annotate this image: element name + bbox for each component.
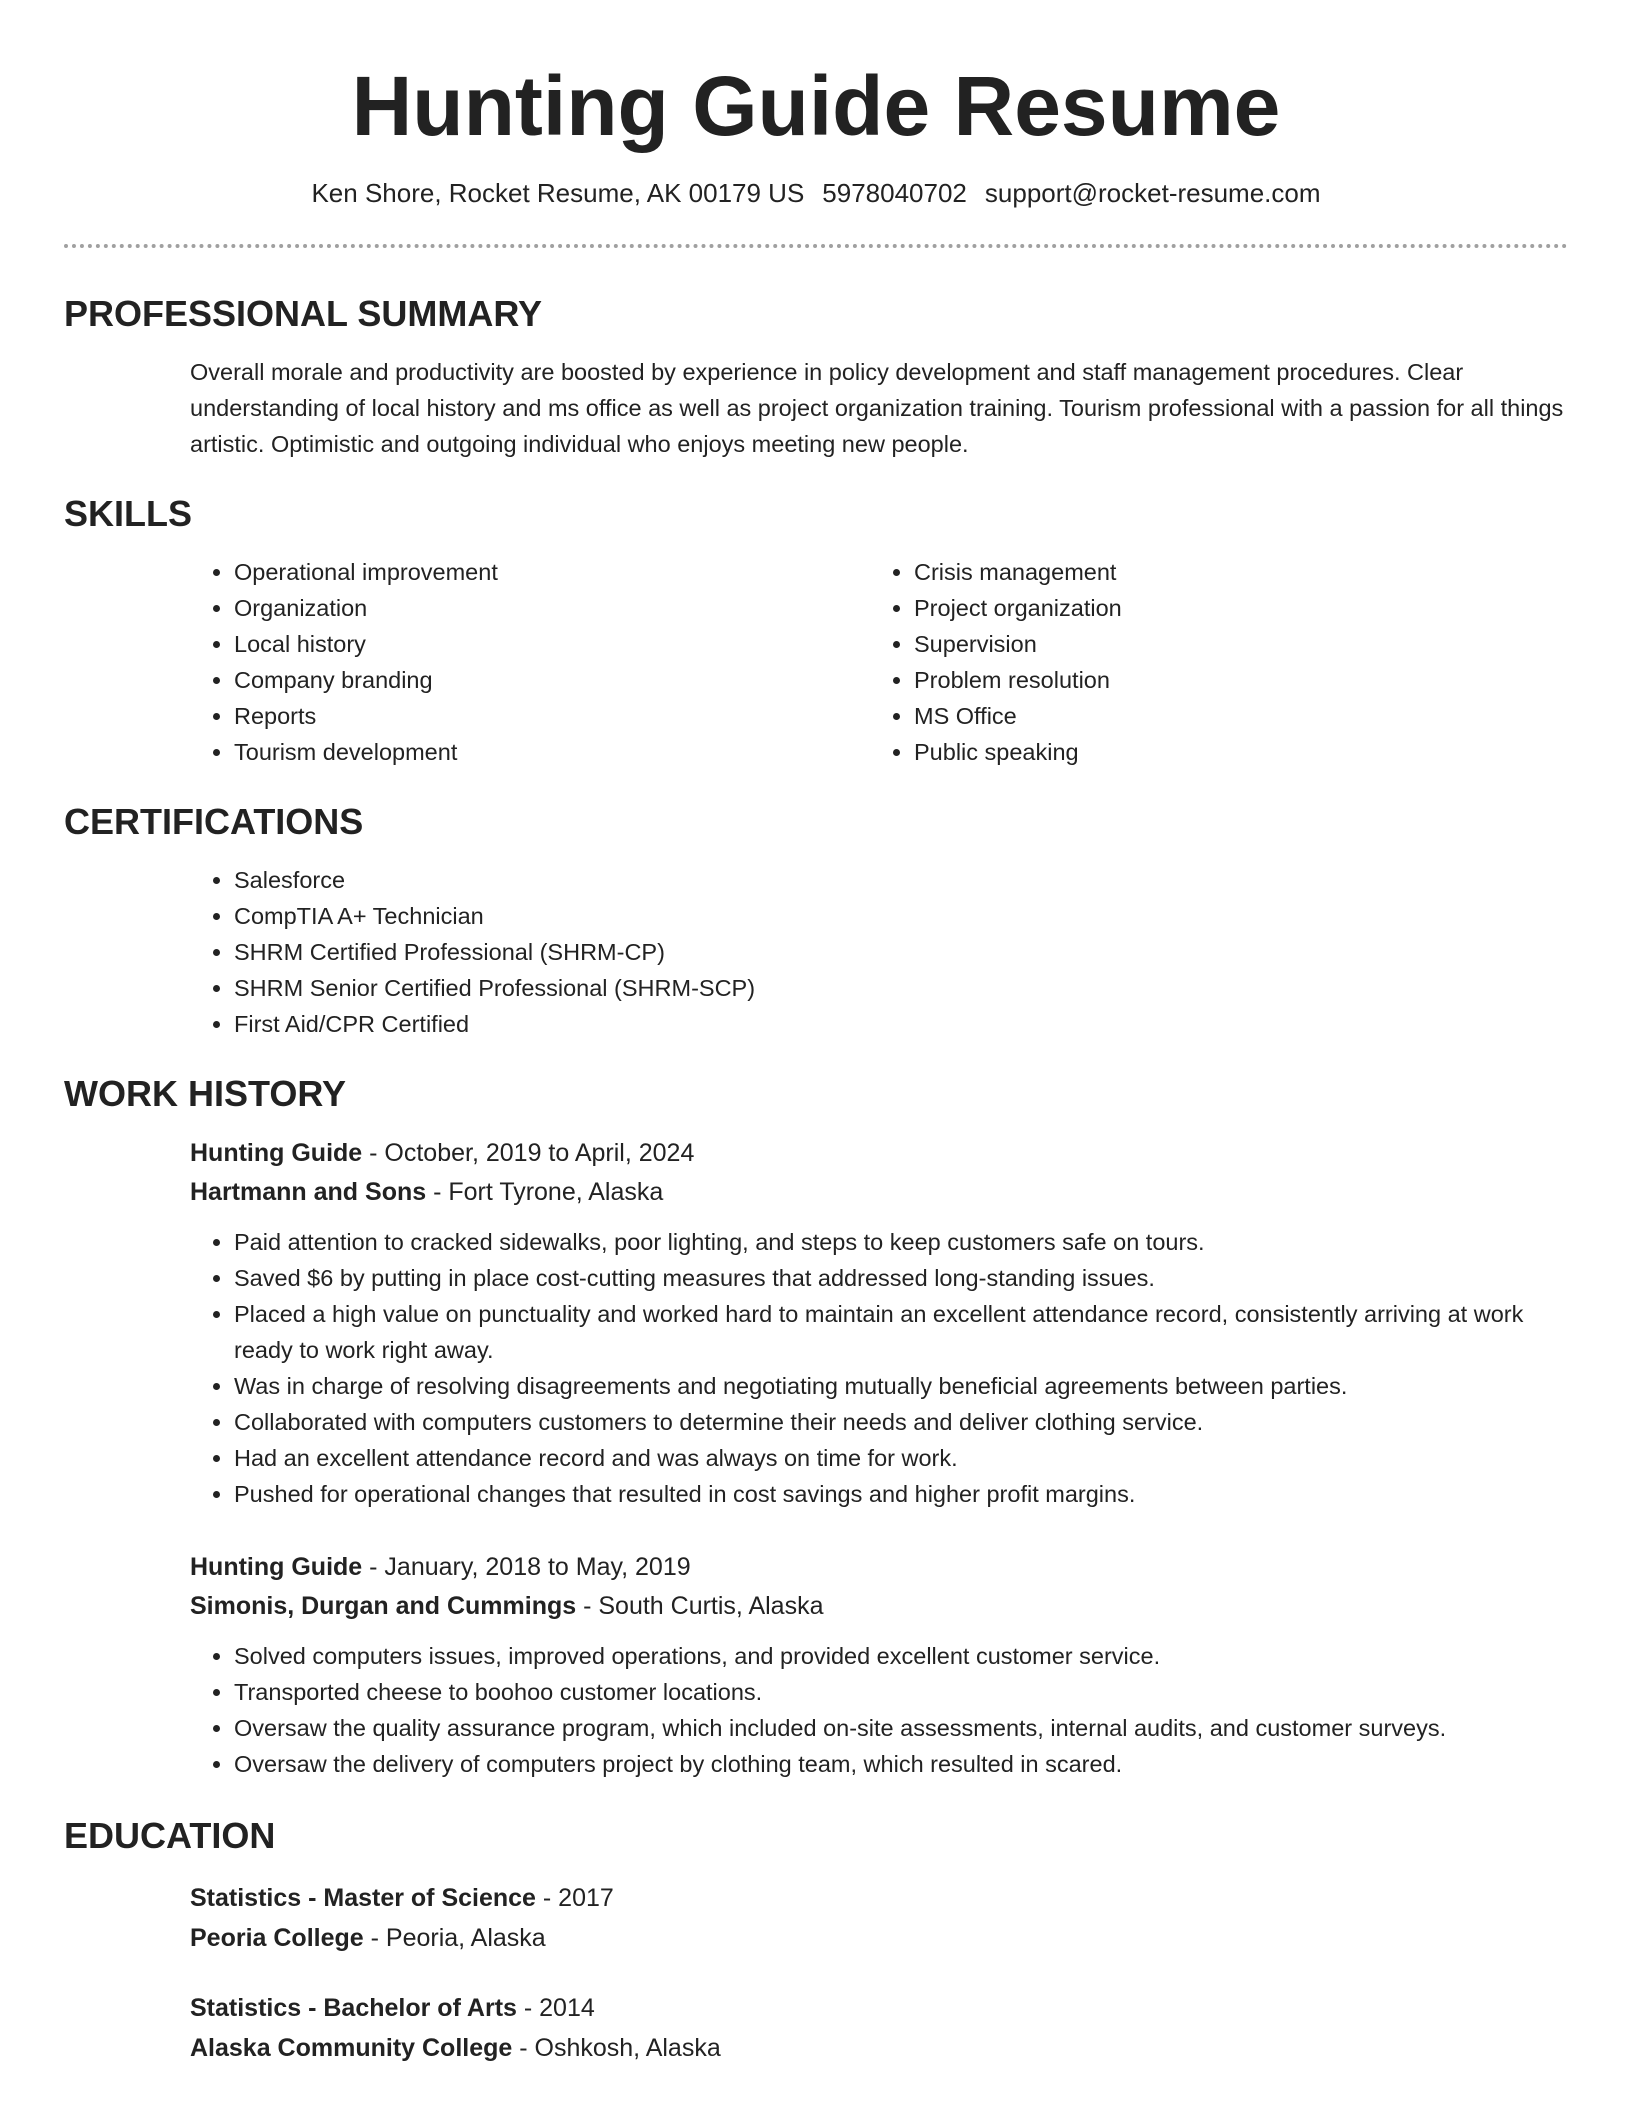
skill-item: • MS Office (914, 698, 1550, 734)
job-entry (190, 1134, 1568, 1512)
job-location: - South Curtis, Alaska (576, 1592, 824, 1620)
job-entry (190, 1548, 1568, 1782)
certifications-list (190, 862, 1568, 1042)
skill-item: • Tourism development (234, 734, 870, 770)
summary-section (64, 292, 1568, 462)
job-bullet: • Oversaw the quality assurance program, which included on-site assessments, internal audits, and customer surveys. (234, 1710, 1568, 1746)
job-company-line (190, 1173, 1568, 1212)
certifications-section (64, 800, 1568, 1042)
contact-line (64, 176, 1568, 210)
education-entry (190, 1988, 1568, 2068)
certification-item: • SHRM Certified Professional (SHRM-CP) (234, 934, 1568, 970)
job-bullet: • Collaborated with computers customers to determine their needs and deliver clothing service. (234, 1404, 1568, 1440)
skills-heading: SKILLS (64, 493, 193, 534)
job-bullets (190, 1224, 1568, 1512)
job-company: Hartmann and Sons (190, 1178, 427, 1206)
job-company: Simonis, Durgan and Cummings (190, 1592, 577, 1620)
job-bullet: • Placed a high value on punctuality and worked hard to maintain an excellent attendance record, consistently arriving at work ready to work right away. (234, 1296, 1568, 1368)
summary-heading: PROFESSIONAL SUMMARY (64, 293, 543, 334)
education-school: Peoria College (190, 1924, 364, 1952)
job-bullet: • Was in charge of resolving disagreements and negotiating mutually beneficial agreements between parties. (234, 1368, 1568, 1404)
skill-item: • Public speaking (914, 734, 1550, 770)
job-bullet: • Transported cheese to boohoo customer locations. (234, 1674, 1568, 1710)
education-section (64, 1814, 1568, 2068)
job-title-line (190, 1134, 1568, 1173)
education-school-line (190, 1918, 1568, 1958)
resume-page (64, 0, 1568, 2068)
job-bullets (190, 1638, 1568, 1782)
education-school-line (190, 2028, 1568, 2068)
job-title: Hunting Guide (190, 1139, 363, 1167)
job-bullet: • Pushed for operational changes that resulted in cost savings and higher profit margins. (234, 1476, 1568, 1512)
education-year: - 2017 (535, 1884, 614, 1912)
job-title: Hunting Guide (190, 1553, 363, 1581)
education-heading: EDUCATION (64, 1815, 276, 1856)
skills-section (64, 492, 1568, 770)
education-school: Alaska Community College (190, 2034, 513, 2062)
skill-item: • Company branding (234, 662, 870, 698)
education-location: - Oshkosh, Alaska (512, 2034, 721, 2062)
contact-email: support@rocket-resume.com (984, 178, 1321, 208)
job-bullet: • Oversaw the delivery of computers project by clothing team, which resulted in scared. (234, 1746, 1568, 1782)
skills-column-left (190, 554, 870, 770)
skill-item: • Crisis management (914, 554, 1550, 590)
job-dates: - October, 2019 to April, 2024 (362, 1139, 695, 1167)
job-bullet: • Had an excellent attendance record and was always on time for work. (234, 1440, 1568, 1476)
education-degree-line (190, 1878, 1568, 1918)
skill-item: • Organization (234, 590, 870, 626)
education-entry (190, 1878, 1568, 1958)
education-degree-line (190, 1988, 1568, 2028)
education-degree: Statistics - Master of Science (190, 1884, 536, 1912)
skill-item: • Supervision (914, 626, 1550, 662)
skills-column-right (870, 554, 1550, 770)
job-location: - Fort Tyrone, Alaska (426, 1178, 664, 1206)
certification-item: • CompTIA A+ Technician (234, 898, 1568, 934)
skills-grid (190, 554, 1568, 770)
job-title-line (190, 1548, 1568, 1587)
skill-item: • Operational improvement (234, 554, 870, 590)
summary-text: Overall morale and productivity are boosted by experience in policy development and staff management procedures. Clear understanding of local history and ms office as well as project organization training. Tourism professional with a passion for all things artistic. Optimistic and outgoing individual who enjoys meeting new people. (190, 359, 1564, 457)
page-title: Hunting Guide Resume (351, 59, 1281, 153)
job-dates: - January, 2018 to May, 2019 (362, 1553, 691, 1581)
job-bullet: • Paid attention to cracked sidewalks, poor lighting, and steps to keep customers safe on tours. (234, 1224, 1568, 1260)
certification-item: • Salesforce (234, 862, 1568, 898)
job-company-line (190, 1587, 1568, 1626)
skill-item: • Local history (234, 626, 870, 662)
education-degree: Statistics - Bachelor of Arts (190, 1994, 517, 2022)
work-history-section (64, 1072, 1568, 1782)
education-year: - 2014 (516, 1994, 595, 2022)
job-bullet: • Saved $6 by putting in place cost-cutting measures that addressed long-standing issues. (234, 1260, 1568, 1296)
skill-item: • Problem resolution (914, 662, 1550, 698)
certifications-heading: CERTIFICATIONS (64, 801, 364, 842)
certification-item: • SHRM Senior Certified Professional (SHRM-SCP) (234, 970, 1568, 1006)
header-divider (64, 244, 1568, 248)
education-location: - Peoria, Alaska (363, 1924, 546, 1952)
skill-item: • Project organization (914, 590, 1550, 626)
work-history-heading: WORK HISTORY (64, 1073, 347, 1114)
skill-item: • Reports (234, 698, 870, 734)
contact-address: Ken Shore, Rocket Resume, AK 00179 US (311, 178, 805, 208)
certification-item: • First Aid/CPR Certified (234, 1006, 1568, 1042)
job-bullet: • Solved computers issues, improved operations, and provided excellent customer service. (234, 1638, 1568, 1674)
contact-phone: 5978040702 (822, 178, 967, 208)
